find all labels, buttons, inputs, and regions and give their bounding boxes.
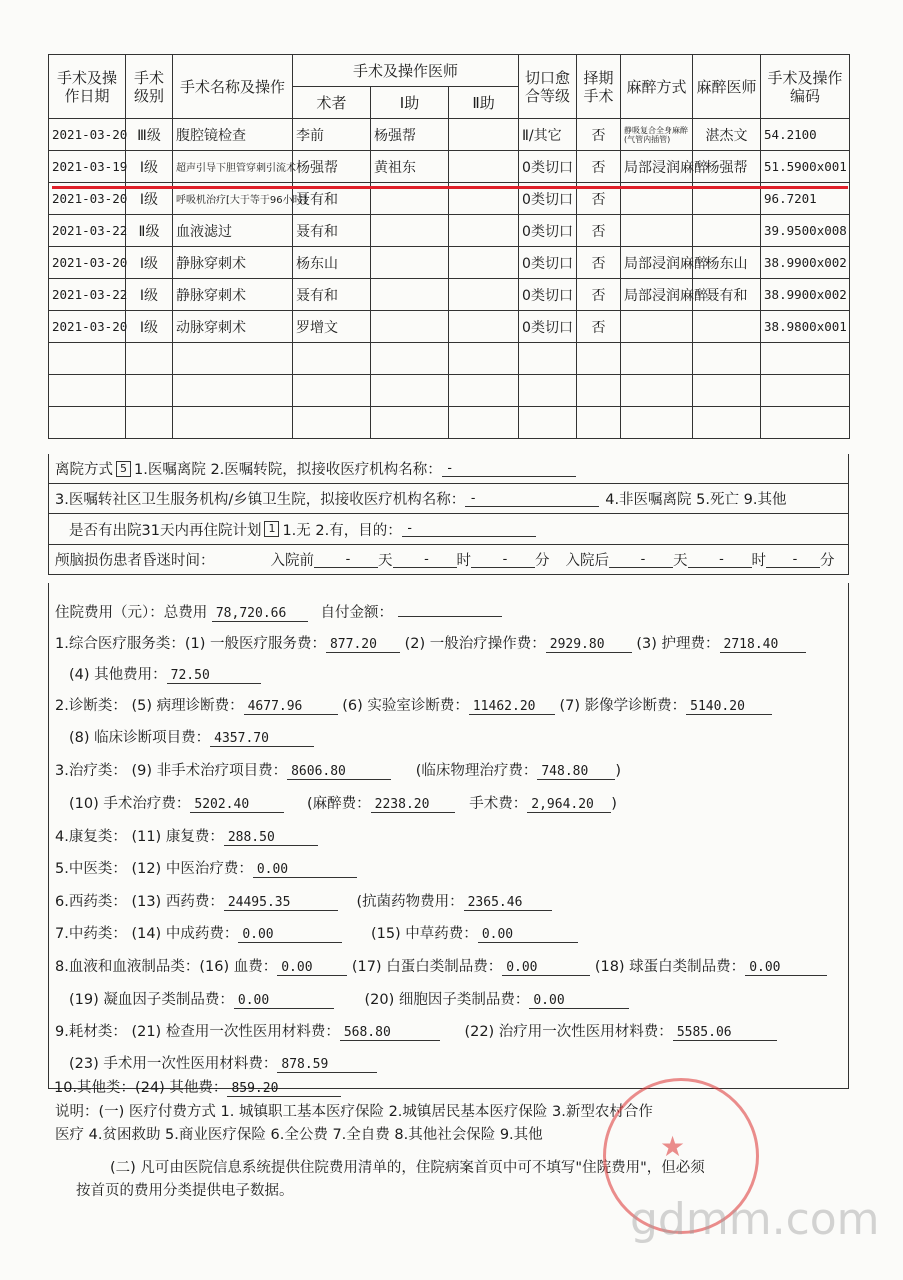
fee-c3b-label: (临床物理治疗费：: [415, 763, 538, 779]
fees-section: [48, 583, 849, 1089]
fee-line-9c: [69, 1052, 377, 1073]
fee-f14: 0.00: [238, 927, 342, 943]
header-asst1: Ⅰ助: [371, 87, 449, 119]
header-code: 手术及操作编码: [761, 55, 850, 119]
cell-anesthesia-method: 静吸复合全身麻醉(气管内插管): [621, 119, 693, 151]
cell-elective: 否: [577, 183, 621, 215]
fee-line-1: [55, 632, 806, 653]
readmit-row: [48, 514, 849, 545]
cell-date: 2021-03-20: [49, 247, 126, 279]
cell-assistant-2: [449, 215, 519, 247]
header-anes-method: 麻醉方式: [621, 55, 693, 119]
discharge-row-1: [48, 454, 849, 484]
cell-assistant-2: [449, 343, 519, 375]
fee-f6: 11462.20: [469, 699, 555, 715]
fee-close-paren-2: ): [611, 796, 617, 812]
cell-assistant-2: [449, 407, 519, 439]
cell-incision: [519, 407, 577, 439]
fee-f15: 0.00: [478, 927, 578, 943]
fee-line-6: [55, 890, 552, 911]
fee-c9c-label: (23) 手术用一次性医用材料费：: [69, 1056, 278, 1072]
readmit-label: 是否有出院31天内再住院计划: [69, 522, 262, 539]
cell-date: 2021-03-22: [49, 215, 126, 247]
cell-surgeon: 李前: [293, 119, 371, 151]
discharge-transfer-org: -: [442, 461, 576, 477]
note-line-3: (二) 凡可由医院信息系统提供住院费用清单的，住院病案首页中可不填写"住院费用"，但必须: [110, 1160, 705, 1176]
fee-self-label: 自付金额：: [320, 605, 393, 621]
coma-min-unit: 分: [535, 553, 550, 569]
fee-f21: 568.80: [340, 1025, 440, 1041]
fee-line-3: [55, 759, 621, 780]
cell-code: 51.5900x001: [761, 151, 850, 183]
cell-name: 静脉穿刺术: [173, 279, 293, 311]
coma-before-hours: -: [393, 552, 457, 568]
cell-incision: 0类切口: [519, 311, 577, 343]
header-incision: 切口愈合等级: [519, 55, 577, 119]
fee-f19: 0.00: [234, 993, 334, 1009]
coma-after-mins: -: [766, 552, 820, 568]
fee-f3: 2718.40: [720, 637, 806, 653]
discharge-value-box: 5: [116, 461, 131, 477]
fee-f10: 5202.40: [190, 797, 284, 813]
fee-line-2: [55, 694, 772, 715]
surgery-row: [49, 343, 850, 375]
fee-f2: 2929.80: [546, 637, 632, 653]
readmit-value-box: 1: [264, 521, 279, 537]
cell-assistant-1: [371, 407, 449, 439]
surgery-row: [49, 279, 850, 311]
fee-c1b-label: (2) 一般治疗操作费：: [404, 636, 546, 652]
fee-f22: 5585.06: [673, 1025, 777, 1041]
cell-surgeon: 罗增文: [293, 311, 371, 343]
cell-assistant-2: [449, 119, 519, 151]
cell-assistant-1: 杨强帮: [371, 119, 449, 151]
watermark: gdmm.com: [630, 1194, 880, 1245]
cell-incision: 0类切口: [519, 247, 577, 279]
cell-incision: 0类切口: [519, 151, 577, 183]
header-anes-doctor: 麻醉医师: [693, 55, 761, 119]
fee-c8c-label: (18) 球蛋白类制品费：: [594, 959, 746, 975]
fee-f4: 72.50: [167, 668, 261, 684]
cell-code: 39.9500x008: [761, 215, 850, 247]
fee-line-8d: [69, 988, 629, 1009]
fee-c7-label: 7.中药类： (14) 中成药费：: [55, 926, 239, 942]
cell-anesthesia-method: [621, 407, 693, 439]
fee-c2c-label: (7) 影像学诊断费：: [559, 698, 687, 714]
cell-name: 静脉穿刺术: [173, 247, 293, 279]
cell-level: Ⅱ级: [126, 215, 173, 247]
fee-total-line: [55, 601, 502, 622]
cell-incision: 0类切口: [519, 279, 577, 311]
fee-c8e-label: (20) 细胞因子类制品费：: [364, 992, 530, 1008]
coma-label: 颅脑损伤患者昏迷时间：: [55, 553, 215, 569]
cell-incision: 0类切口: [519, 215, 577, 247]
coma-after-hours: -: [688, 552, 752, 568]
cell-anesthesia-doctor: [693, 215, 761, 247]
fee-line-2d: [69, 726, 314, 747]
fee-line-9: [55, 1020, 777, 1041]
discharge-label: 离院方式: [55, 462, 113, 478]
surgery-row: [49, 407, 850, 439]
cell-incision: [519, 375, 577, 407]
fee-f13b: 2365.46: [464, 895, 552, 911]
cell-anesthesia-method: 局部浸润麻醉: [621, 151, 693, 183]
cell-anesthesia-doctor: [693, 375, 761, 407]
cell-anesthesia-doctor: 聂有和: [693, 279, 761, 311]
coma-day-unit-2: 天: [673, 553, 688, 569]
fee-c2b-label: (6) 实验室诊断费：: [342, 698, 469, 714]
cell-assistant-2: [449, 375, 519, 407]
coma-row: [48, 545, 849, 575]
fee-line-1d: [69, 663, 261, 684]
note-line-1: 说明：(一) 医疗付费方式 1. 城镇职工基本医疗保险 2.城镇居民基本医疗保险 3.新型农村合作: [55, 1104, 653, 1120]
cell-anesthesia-doctor: [693, 407, 761, 439]
surgery-row: [49, 375, 850, 407]
fee-c6b-label: (抗菌药物费用：: [356, 894, 464, 910]
cell-incision: 0类切口: [519, 183, 577, 215]
fee-c7b-label: (15) 中草药费：: [370, 926, 478, 942]
surgery-row: [49, 151, 850, 183]
fee-line-3c: [69, 792, 617, 813]
fee-line-10: [54, 1076, 341, 1097]
fee-f16: 0.00: [277, 960, 347, 976]
cell-elective: 否: [577, 215, 621, 247]
cell-level: Ⅰ级: [126, 279, 173, 311]
cell-assistant-1: [371, 375, 449, 407]
fee-f5: 4677.96: [244, 699, 338, 715]
cell-code: 38.9900x002: [761, 247, 850, 279]
cell-elective: 否: [577, 279, 621, 311]
cell-level: Ⅰ级: [126, 247, 173, 279]
surgery-row: [49, 215, 850, 247]
discharge-row-2: [48, 484, 849, 514]
cell-date: 2021-03-22: [49, 279, 126, 311]
cell-name: 血液滤过: [173, 215, 293, 247]
cell-level: Ⅰ级: [126, 183, 173, 215]
fee-total-value: 78,720.66: [212, 606, 308, 622]
header-date: 手术及操作日期: [49, 55, 126, 119]
cell-anesthesia-doctor: 湛杰文: [693, 119, 761, 151]
cell-surgeon: [293, 407, 371, 439]
cell-assistant-2: [449, 247, 519, 279]
cell-level: Ⅲ级: [126, 119, 173, 151]
cell-date: [49, 375, 126, 407]
fee-f7: 5140.20: [686, 699, 772, 715]
header-name: 手术名称及操作: [173, 55, 293, 119]
fee-c1d-label: (4) 其他费用：: [69, 667, 167, 683]
cell-anesthesia-doctor: [693, 311, 761, 343]
cell-elective: [577, 407, 621, 439]
cell-code: [761, 407, 850, 439]
coma-day-unit: 天: [378, 553, 393, 569]
cell-surgeon: 杨东山: [293, 247, 371, 279]
cell-code: [761, 343, 850, 375]
cell-anesthesia-method: [621, 215, 693, 247]
cell-date: 2021-03-19: [49, 151, 126, 183]
cell-date: [49, 407, 126, 439]
fee-f9: 8606.80: [287, 764, 391, 780]
cell-anesthesia-doctor: 杨强帮: [693, 151, 761, 183]
fee-f18: 0.00: [745, 960, 827, 976]
header-level: 手术级别: [126, 55, 173, 119]
fee-close-paren-1: ): [615, 763, 622, 779]
fee-c9b-label: (22) 治疗用一次性医用材料费：: [464, 1024, 673, 1040]
cell-level: Ⅰ级: [126, 311, 173, 343]
cell-date: [49, 343, 126, 375]
cell-elective: 否: [577, 119, 621, 151]
fee-c2-label: 2.诊断类： (5) 病理诊断费：: [55, 698, 244, 714]
cell-name: 呼吸机治疗[大于等于96小时]: [173, 183, 293, 215]
discharge-options-1: 1.医嘱离院 2.医嘱转院，拟接收医疗机构名称：: [134, 462, 442, 478]
cell-surgeon: [293, 375, 371, 407]
fee-c8d-label: (19) 凝血因子类制品费：: [69, 992, 234, 1008]
fee-c2d-label: (8) 临床诊断项目费：: [69, 730, 211, 746]
cell-name: [173, 343, 293, 375]
header-asst2: Ⅱ助: [449, 87, 519, 119]
cell-anesthesia-method: [621, 343, 693, 375]
cell-elective: [577, 343, 621, 375]
fee-f10a: 2238.20: [371, 797, 455, 813]
cell-anesthesia-method: [621, 311, 693, 343]
fee-c1c-label: (3) 护理费：: [636, 636, 720, 652]
cell-surgeon: 聂有和: [293, 215, 371, 247]
cell-date: 2021-03-20: [49, 311, 126, 343]
surgery-table-section: [48, 54, 856, 439]
fee-total-label: 住院费用（元）：总费用: [55, 605, 208, 621]
cell-code: 38.9800x001: [761, 311, 850, 343]
cell-name: [173, 375, 293, 407]
surgery-row: [49, 119, 850, 151]
fee-c9-label: 9.耗材类： (21) 检查用一次性医用材料费：: [55, 1024, 340, 1040]
coma-before-label: 入院前: [270, 553, 314, 569]
cell-name: 腹腔镜检查: [173, 119, 293, 151]
discharge-options-3: 4.非医嘱离院 5.死亡 9.其他: [605, 492, 787, 508]
fee-line-7: [55, 922, 578, 943]
fee-c3d-label: (麻醉费：: [306, 796, 371, 812]
readmit-options: 1.无 2.有，目的：: [282, 522, 402, 539]
fee-line-4: [55, 825, 318, 846]
fee-f11: 288.50: [224, 830, 318, 846]
cell-date: 2021-03-20: [49, 119, 126, 151]
fee-f24: 859.20: [227, 1081, 341, 1097]
cell-assistant-1: [371, 247, 449, 279]
cell-assistant-2: [449, 151, 519, 183]
fee-c3e-label: 手术费：: [469, 796, 528, 812]
coma-before-days: -: [314, 552, 378, 568]
cell-surgeon: 聂有和: [293, 279, 371, 311]
red-underline-mark: [52, 186, 848, 189]
discharge-community-org: -: [465, 491, 599, 507]
fee-self-value: [398, 616, 502, 617]
cell-elective: [577, 375, 621, 407]
fee-line-8: [55, 955, 827, 976]
cell-assistant-1: [371, 279, 449, 311]
surgery-row: [49, 311, 850, 343]
coma-hour-unit: 时: [456, 553, 471, 569]
cell-elective: 否: [577, 311, 621, 343]
coma-min-unit-2: 分: [820, 553, 835, 569]
cell-assistant-1: [371, 215, 449, 247]
cell-assistant-1: [371, 311, 449, 343]
coma-after-label: 入院后: [565, 553, 609, 569]
cell-code: [761, 375, 850, 407]
cell-level: [126, 407, 173, 439]
cell-surgeon: 聂有和: [293, 183, 371, 215]
cell-surgeon: 杨强帮: [293, 151, 371, 183]
fee-f12: 0.00: [253, 862, 357, 878]
cell-elective: 否: [577, 151, 621, 183]
cell-assistant-2: [449, 279, 519, 311]
fee-f20: 0.00: [529, 993, 629, 1009]
cell-level: Ⅰ级: [126, 151, 173, 183]
cell-name: [173, 407, 293, 439]
fee-f1: 877.20: [326, 637, 400, 653]
header-surgeon: 术者: [293, 87, 371, 119]
cell-anesthesia-method: 局部浸润麻醉: [621, 279, 693, 311]
fee-c8-label: 8.血液和血液制品类：(16) 血费：: [55, 959, 278, 975]
cell-date: 2021-03-20: [49, 183, 126, 215]
cell-name: 超声引导下胆管穿刺引流术: [173, 151, 293, 183]
fee-line-5: [55, 857, 357, 878]
note-line-2: 医疗 4.贫困救助 5.商业医疗保险 6.全公费 7.全自费 8.其他社会保险 9.其他: [55, 1127, 543, 1143]
fee-f13: 24495.35: [224, 895, 338, 911]
coma-hour-unit-2: 时: [751, 553, 766, 569]
discharge-options-2: 3.医嘱转社区卫生服务机构/乡镇卫生院，拟接收医疗机构名称：: [55, 492, 466, 508]
cell-anesthesia-method: [621, 375, 693, 407]
cell-incision: [519, 343, 577, 375]
cell-anesthesia-method: 局部浸润麻醉: [621, 247, 693, 279]
cell-assistant-1: [371, 343, 449, 375]
cell-incision: Ⅱ/其它: [519, 119, 577, 151]
fee-c4-label: 4.康复类： (11) 康复费：: [55, 829, 224, 845]
fee-c5-label: 5.中医类： (12) 中医治疗费：: [55, 861, 253, 877]
readmit-purpose: -: [402, 521, 536, 537]
cell-anesthesia-doctor: [693, 343, 761, 375]
fee-f10b: 2,964.20: [527, 797, 611, 813]
coma-before-mins: -: [471, 552, 535, 568]
fee-f17: 0.00: [502, 960, 590, 976]
cell-name: 动脉穿刺术: [173, 311, 293, 343]
cell-anesthesia-doctor: 杨东山: [693, 247, 761, 279]
surgery-table: [48, 54, 850, 439]
fee-c8b-label: (17) 白蛋白类制品费：: [351, 959, 503, 975]
cell-elective: 否: [577, 247, 621, 279]
cell-code: 96.7201: [761, 183, 850, 215]
cell-surgeon: [293, 343, 371, 375]
cell-code: 54.2100: [761, 119, 850, 151]
note-line-4: 按首页的费用分类提供电子数据。: [76, 1183, 294, 1199]
cell-level: [126, 343, 173, 375]
fee-c6-label: 6.西药类： (13) 西药费：: [55, 894, 224, 910]
fee-c3c-label: (10) 手术治疗费：: [69, 796, 191, 812]
surgery-table-body: [49, 119, 850, 439]
cell-level: [126, 375, 173, 407]
cell-assistant-1: 黄祖东: [371, 151, 449, 183]
fee-f8: 4357.70: [210, 731, 314, 747]
fee-c3-label: 3.治疗类： (9) 非手术治疗项目费：: [55, 763, 288, 779]
seal-star-icon: ★: [660, 1130, 686, 1163]
cell-assistant-2: [449, 311, 519, 343]
surgery-row: [49, 247, 850, 279]
fee-c10-label: 10.其他类：(24) 其他费：: [54, 1080, 228, 1096]
header-elective: 择期手术: [577, 55, 621, 119]
fee-f23: 878.59: [277, 1057, 377, 1073]
fee-c1-label: 1.综合医疗服务类：(1) 一般医疗服务费：: [55, 636, 326, 652]
coma-after-days: -: [609, 552, 673, 568]
fee-f9b: 748.80: [537, 764, 615, 780]
cell-code: 38.9900x002: [761, 279, 850, 311]
header-doctors: 手术及操作医师: [293, 55, 519, 87]
